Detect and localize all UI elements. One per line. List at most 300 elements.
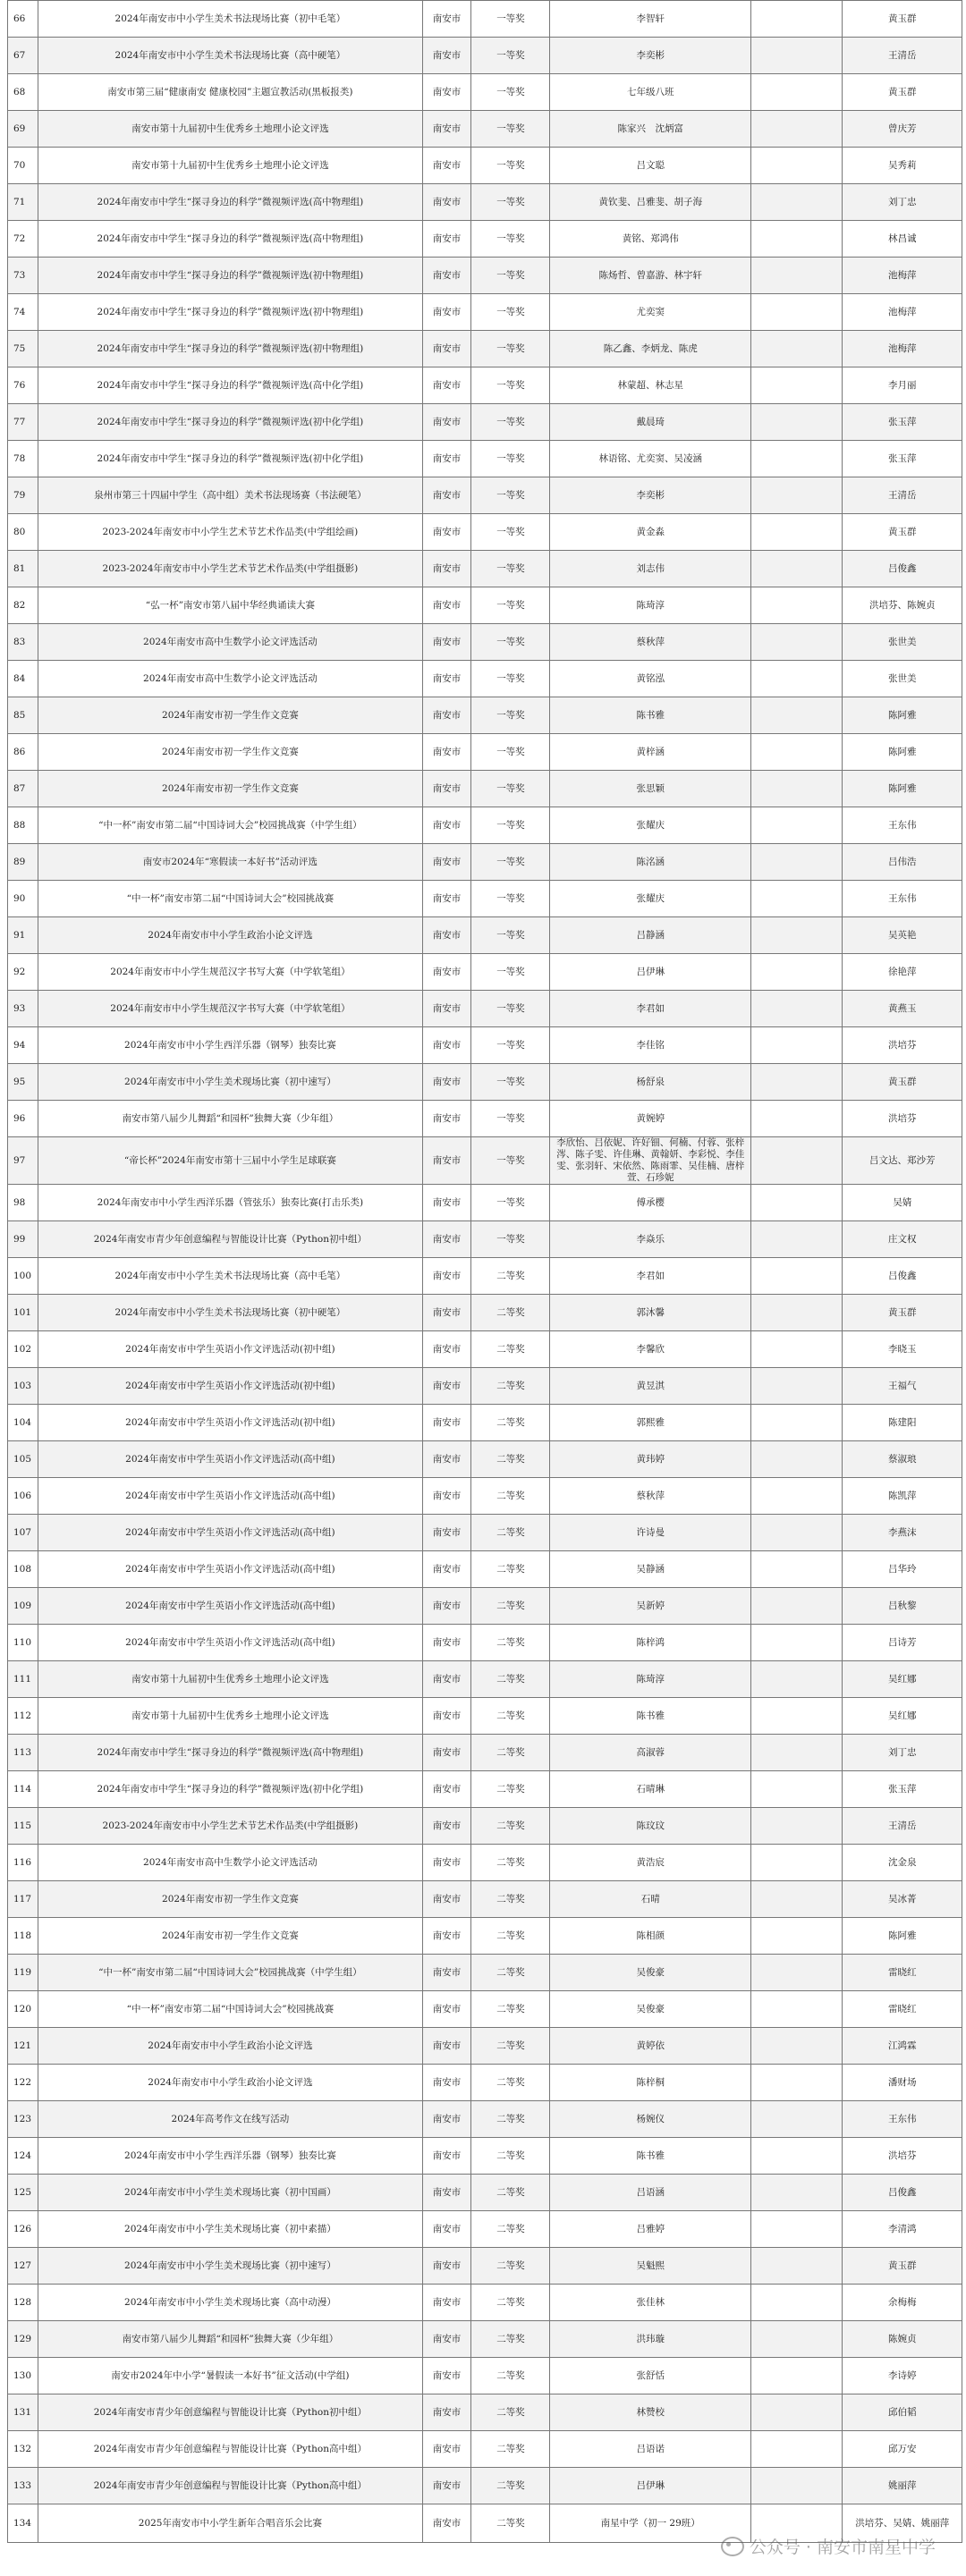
teacher-name-cell: 黄玉群 [843, 2248, 962, 2285]
competition-name-cell: 南安市2024年“寒假读一本好书”活动评选 [38, 844, 422, 881]
prize-level-cell: 二等奖 [471, 2394, 550, 2431]
competition-name-cell: 2024年南安市中小学生政治小论文评选 [38, 917, 422, 954]
teacher-name-cell: 吕俊鑫 [843, 2175, 962, 2211]
student-names-cell: 李奕彬 [550, 477, 751, 514]
row-number-cell: 98 [8, 1185, 38, 1221]
empty-cell [750, 1588, 842, 1625]
empty-cell [750, 1137, 842, 1185]
teacher-name-cell: 王东伟 [843, 2101, 962, 2138]
student-names-cell: 李焱乐 [550, 1221, 751, 1258]
competition-name-cell: 2024年南安市中小学生政治小论文评选 [38, 2065, 422, 2101]
teacher-name-cell: 陈阿雅 [843, 734, 962, 771]
awarding-unit-cell: 南安市 [422, 1258, 471, 1295]
empty-cell [750, 697, 842, 734]
student-names-cell: 尤奕窦 [550, 294, 751, 331]
student-names-cell: 李奕彬 [550, 38, 751, 74]
awarding-unit-cell: 南安市 [422, 184, 471, 221]
competition-name-cell: 2024年南安市中小学生美术书法现场比赛（初中毛笔） [38, 1, 422, 38]
student-names-cell: 蔡秋萍 [550, 1478, 751, 1515]
table-row [8, 2321, 962, 2358]
student-names-cell: 杨舒泉 [550, 1064, 751, 1101]
empty-cell [750, 331, 842, 367]
competition-name-cell: 2024年南安市中学生英语小作文评选活动(高中组) [38, 1441, 422, 1478]
teacher-name-cell: 雷晓红 [843, 1991, 962, 2028]
competition-name-cell: 2024年南安市中学生“探寻身边的科学”微视频评选(初中化学组) [38, 441, 422, 477]
awarding-unit-cell: 南安市 [422, 1185, 471, 1221]
empty-cell [750, 184, 842, 221]
row-number-cell: 71 [8, 184, 38, 221]
awarding-unit-cell: 南安市 [422, 1881, 471, 1918]
row-number-cell: 112 [8, 1698, 38, 1735]
teacher-name-cell: 潘财场 [843, 2065, 962, 2101]
row-number-cell: 107 [8, 1515, 38, 1551]
prize-level-cell: 二等奖 [471, 1735, 550, 1771]
row-number-cell: 116 [8, 1845, 38, 1881]
table-row [8, 1, 962, 38]
teacher-name-cell: 吕俊鑫 [843, 1258, 962, 1295]
teacher-name-cell: 李晓玉 [843, 1331, 962, 1368]
row-number-cell: 119 [8, 1955, 38, 1991]
awarding-unit-cell: 南安市 [422, 1551, 471, 1588]
competition-name-cell: 2024年南安市中学生英语小作文评选活动(初中组) [38, 1331, 422, 1368]
awarding-unit-cell: 南安市 [422, 2394, 471, 2431]
awarding-unit-cell: 南安市 [422, 2175, 471, 2211]
awarding-unit-cell: 南安市 [422, 1331, 471, 1368]
prize-level-cell: 一等奖 [471, 221, 550, 258]
competition-name-cell: 2024年南安市中学生“探寻身边的科学”微视频评选(初中物理组) [38, 258, 422, 294]
competition-name-cell: 2024年南安市青少年创意编程与智能设计比赛（Python高中组） [38, 2468, 422, 2504]
prize-level-cell: 一等奖 [471, 1185, 550, 1221]
competition-name-cell: 2024年南安市中学生“探寻身边的科学”微视频评选(初中物理组) [38, 294, 422, 331]
prize-level-cell: 二等奖 [471, 2138, 550, 2175]
teacher-name-cell: 江鸿霖 [843, 2028, 962, 2065]
prize-level-cell: 二等奖 [471, 2028, 550, 2065]
empty-cell [750, 2285, 842, 2321]
teacher-name-cell: 吕文达、郑沙芳 [843, 1137, 962, 1185]
prize-level-cell: 二等奖 [471, 2285, 550, 2321]
student-names-cell: 张思颖 [550, 771, 751, 807]
awarding-unit-cell: 南安市 [422, 1515, 471, 1551]
row-number-cell: 83 [8, 624, 38, 661]
student-names-cell: 张耀庆 [550, 881, 751, 917]
table-row [8, 148, 962, 184]
prize-level-cell: 一等奖 [471, 881, 550, 917]
empty-cell [750, 624, 842, 661]
prize-level-cell: 一等奖 [471, 74, 550, 111]
student-names-cell: 戴晨琦 [550, 404, 751, 441]
row-number-cell: 123 [8, 2101, 38, 2138]
awarding-unit-cell: 南安市 [422, 1661, 471, 1698]
table-row [8, 661, 962, 697]
row-number-cell: 75 [8, 331, 38, 367]
prize-level-cell: 二等奖 [471, 1368, 550, 1405]
empty-cell [750, 917, 842, 954]
row-number-cell: 108 [8, 1551, 38, 1588]
table-row [8, 1331, 962, 1368]
teacher-name-cell: 黄玉群 [843, 1, 962, 38]
teacher-name-cell: 李月丽 [843, 367, 962, 404]
awarding-unit-cell: 南安市 [422, 1221, 471, 1258]
row-number-cell: 91 [8, 917, 38, 954]
row-number-cell: 114 [8, 1771, 38, 1808]
awarding-unit-cell: 南安市 [422, 2211, 471, 2248]
table-row [8, 1064, 962, 1101]
prize-level-cell: 二等奖 [471, 1441, 550, 1478]
student-names-cell: 陈乙鑫、李炳龙、陈虎 [550, 331, 751, 367]
student-names-cell: 吴俊豪 [550, 1991, 751, 2028]
awarding-unit-cell: 南安市 [422, 74, 471, 111]
row-number-cell: 125 [8, 2175, 38, 2211]
awarding-unit-cell: 南安市 [422, 807, 471, 844]
competition-name-cell: 2024年南安市高中生数学小论文评选活动 [38, 661, 422, 697]
row-number-cell: 67 [8, 38, 38, 74]
teacher-name-cell: 陈建阳 [843, 1405, 962, 1441]
empty-cell [750, 1331, 842, 1368]
table-row [8, 2065, 962, 2101]
awards-table-body [8, 1, 962, 2543]
teacher-name-cell: 吕伟浩 [843, 844, 962, 881]
table-row [8, 1295, 962, 1331]
student-names-cell: 李智轩 [550, 1, 751, 38]
row-number-cell: 115 [8, 1808, 38, 1845]
student-names-cell: 黄铭泓 [550, 661, 751, 697]
table-row [8, 2504, 962, 2543]
prize-level-cell: 二等奖 [471, 1295, 550, 1331]
empty-cell [750, 1101, 842, 1137]
competition-name-cell: 2024年南安市初一学生作文竞赛 [38, 1918, 422, 1955]
student-names-cell: 吴魁熙 [550, 2248, 751, 2285]
table-row [8, 294, 962, 331]
prize-level-cell: 二等奖 [471, 1881, 550, 1918]
prize-level-cell: 一等奖 [471, 111, 550, 148]
teacher-name-cell: 陈凯萍 [843, 1478, 962, 1515]
empty-cell [750, 1515, 842, 1551]
awarding-unit-cell: 南安市 [422, 661, 471, 697]
awarding-unit-cell: 南安市 [422, 2101, 471, 2138]
row-number-cell: 124 [8, 2138, 38, 2175]
teacher-name-cell: 池梅萍 [843, 331, 962, 367]
table-row [8, 1101, 962, 1137]
competition-name-cell: 南安市第八届少儿舞蹈“和园杯”独舞大赛（少年组） [38, 2321, 422, 2358]
teacher-name-cell: 洪培芬 [843, 2138, 962, 2175]
table-row [8, 258, 962, 294]
prize-level-cell: 一等奖 [471, 441, 550, 477]
student-names-cell: 黄钦斐、吕雅斐、胡子海 [550, 184, 751, 221]
teacher-name-cell: 池梅萍 [843, 294, 962, 331]
competition-name-cell: “中一杯”南安市第二届“中国诗词大会”校园挑战赛（中学生组） [38, 807, 422, 844]
row-number-cell: 88 [8, 807, 38, 844]
prize-level-cell: 一等奖 [471, 477, 550, 514]
teacher-name-cell: 陈阿雅 [843, 697, 962, 734]
competition-name-cell: 2024年南安市中学生英语小作文评选活动(初中组) [38, 1368, 422, 1405]
competition-name-cell: 2024年南安市中小学生美术现场比赛（初中素描） [38, 2211, 422, 2248]
awarding-unit-cell: 南安市 [422, 1991, 471, 2028]
row-number-cell: 102 [8, 1331, 38, 1368]
row-number-cell: 127 [8, 2248, 38, 2285]
table-row [8, 1771, 962, 1808]
prize-level-cell: 二等奖 [471, 1331, 550, 1368]
awarding-unit-cell: 南安市 [422, 1918, 471, 1955]
awarding-unit-cell: 南安市 [422, 477, 471, 514]
student-names-cell: 吴新婷 [550, 1588, 751, 1625]
student-names-cell: 陈琦淳 [550, 587, 751, 624]
student-names-cell: 黄玮婷 [550, 1441, 751, 1478]
prize-level-cell: 二等奖 [471, 2065, 550, 2101]
competition-name-cell: 2024年南安市中小学生美术书法现场比赛（初中硬笔） [38, 1295, 422, 1331]
competition-name-cell: 2024年南安市中学生英语小作文评选活动(高中组) [38, 1478, 422, 1515]
student-names-cell: 吴静涵 [550, 1551, 751, 1588]
awarding-unit-cell: 南安市 [422, 2358, 471, 2394]
awarding-unit-cell: 南安市 [422, 1441, 471, 1478]
student-names-cell: 郭熙雅 [550, 1405, 751, 1441]
competition-name-cell: 2024年南安市初一学生作文竞赛 [38, 771, 422, 807]
student-names-cell: 陈洺涵 [550, 844, 751, 881]
awarding-unit-cell: 南安市 [422, 258, 471, 294]
empty-cell [750, 1027, 842, 1064]
competition-name-cell: 2024年南安市中学生“探寻身边的科学”微视频评选(高中化学组) [38, 367, 422, 404]
row-number-cell: 128 [8, 2285, 38, 2321]
awarding-unit-cell: 南安市 [422, 2138, 471, 2175]
competition-name-cell: 2024年南安市中小学生政治小论文评选 [38, 2028, 422, 2065]
table-row [8, 734, 962, 771]
row-number-cell: 120 [8, 1991, 38, 2028]
competition-name-cell: 南安市第八届少儿舞蹈“和园杯”独舞大赛（少年组） [38, 1101, 422, 1137]
table-row [8, 807, 962, 844]
awarding-unit-cell: 南安市 [422, 1955, 471, 1991]
competition-name-cell: “中一杯”南安市第二届“中国诗词大会”校园挑战赛 [38, 1991, 422, 2028]
teacher-name-cell: 王清岳 [843, 38, 962, 74]
student-names-cell: 吴俊豪 [550, 1955, 751, 1991]
student-names-cell: 陈炀哲、曾嘉游、林宇轩 [550, 258, 751, 294]
prize-level-cell: 一等奖 [471, 771, 550, 807]
student-names-cell: 许诗曼 [550, 1515, 751, 1551]
student-names-cell: 林赞校 [550, 2394, 751, 2431]
prize-level-cell: 二等奖 [471, 1515, 550, 1551]
competition-name-cell: 2023-2024年南安市中小学生艺术节艺术作品类(中学组绘画) [38, 514, 422, 551]
student-names-cell: 林蒙超、林志星 [550, 367, 751, 404]
competition-name-cell: 2024年南安市中小学生西洋乐器（管弦乐）独奏比赛(打击乐类) [38, 1185, 422, 1221]
prize-level-cell: 二等奖 [471, 1845, 550, 1881]
student-names-cell: 陈家兴 沈炳富 [550, 111, 751, 148]
teacher-name-cell: 庄文权 [843, 1221, 962, 1258]
competition-name-cell: 南安市第十九届初中生优秀乡土地理小论文评选 [38, 111, 422, 148]
student-names-cell: 张佳林 [550, 2285, 751, 2321]
student-names-cell: 林语铭、尤奕窦、吴凌涵 [550, 441, 751, 477]
competition-name-cell: 2024年南安市中小学生美术现场比赛（初中速写） [38, 1064, 422, 1101]
prize-level-cell: 一等奖 [471, 514, 550, 551]
competition-name-cell: 2024年南安市中学生“探寻身边的科学”微视频评选(初中化学组) [38, 1771, 422, 1808]
teacher-name-cell: 吕华玲 [843, 1551, 962, 1588]
prize-level-cell: 一等奖 [471, 807, 550, 844]
awarding-unit-cell: 南安市 [422, 734, 471, 771]
competition-name-cell: 南安市第三届“健康南安 健康校园”主题宣教活动(黑板报类) [38, 74, 422, 111]
awarding-unit-cell: 南安市 [422, 1, 471, 38]
awarding-unit-cell: 南安市 [422, 1101, 471, 1137]
teacher-name-cell: 陈婉贞 [843, 2321, 962, 2358]
table-row [8, 1991, 962, 2028]
table-row [8, 954, 962, 991]
competition-name-cell: 2024年南安市中小学生美术现场比赛（初中速写） [38, 2248, 422, 2285]
prize-level-cell: 二等奖 [471, 1625, 550, 1661]
teacher-name-cell: 吴冰菁 [843, 1881, 962, 1918]
teacher-name-cell: 陈阿雅 [843, 771, 962, 807]
empty-cell [750, 881, 842, 917]
row-number-cell: 69 [8, 111, 38, 148]
competition-name-cell: 2024年南安市中学生“探寻身边的科学”微视频评选(高中物理组) [38, 184, 422, 221]
empty-cell [750, 367, 842, 404]
empty-cell [750, 1771, 842, 1808]
row-number-cell: 96 [8, 1101, 38, 1137]
empty-cell [750, 2211, 842, 2248]
teacher-name-cell: 徐艳萍 [843, 954, 962, 991]
empty-cell [750, 991, 842, 1027]
table-row [8, 1881, 962, 1918]
table-row [8, 367, 962, 404]
row-number-cell: 121 [8, 2028, 38, 2065]
row-number-cell: 103 [8, 1368, 38, 1405]
prize-level-cell: 一等奖 [471, 844, 550, 881]
student-names-cell: 杨婉仪 [550, 2101, 751, 2138]
row-number-cell: 92 [8, 954, 38, 991]
empty-cell [750, 38, 842, 74]
empty-cell [750, 514, 842, 551]
prize-level-cell: 一等奖 [471, 1, 550, 38]
table-row [8, 917, 962, 954]
competition-name-cell: 南安市第十九届初中生优秀乡土地理小论文评选 [38, 1661, 422, 1698]
competition-name-cell: 2024年南安市青少年创意编程与智能设计比赛（Python初中组） [38, 1221, 422, 1258]
awarding-unit-cell: 南安市 [422, 1137, 471, 1185]
competition-name-cell: 2024年南安市中学生英语小作文评选活动(初中组) [38, 1405, 422, 1441]
competition-name-cell: 2024年南安市初一学生作文竞赛 [38, 697, 422, 734]
prize-level-cell: 二等奖 [471, 1405, 550, 1441]
awarding-unit-cell: 南安市 [422, 1735, 471, 1771]
prize-level-cell: 一等奖 [471, 697, 550, 734]
competition-name-cell: 2024年南安市中小学生西洋乐器（钢琴）独奏比赛 [38, 1027, 422, 1064]
table-row [8, 1625, 962, 1661]
empty-cell [750, 1368, 842, 1405]
student-names-cell: 李佳铭 [550, 1027, 751, 1064]
table-row [8, 1478, 962, 1515]
teacher-name-cell: 池梅萍 [843, 258, 962, 294]
awarding-unit-cell: 南安市 [422, 954, 471, 991]
competition-name-cell: 2024年南安市中学生“探寻身边的科学”微视频评选(高中物理组) [38, 221, 422, 258]
awarding-unit-cell: 南安市 [422, 1405, 471, 1441]
table-row [8, 551, 962, 587]
row-number-cell: 78 [8, 441, 38, 477]
teacher-name-cell: 曾庆芳 [843, 111, 962, 148]
row-number-cell: 106 [8, 1478, 38, 1515]
student-names-cell: 吕文聪 [550, 148, 751, 184]
prize-level-cell: 一等奖 [471, 1064, 550, 1101]
empty-cell [750, 734, 842, 771]
row-number-cell: 81 [8, 551, 38, 587]
empty-cell [750, 1955, 842, 1991]
awarding-unit-cell: 南安市 [422, 1808, 471, 1845]
row-number-cell: 95 [8, 1064, 38, 1101]
awarding-unit-cell: 南安市 [422, 2248, 471, 2285]
empty-cell [750, 771, 842, 807]
competition-name-cell: 2024年南安市中学生英语小作文评选活动(高中组) [38, 1588, 422, 1625]
table-row [8, 441, 962, 477]
empty-cell [750, 1661, 842, 1698]
row-number-cell: 110 [8, 1625, 38, 1661]
student-names-cell: 李君如 [550, 1258, 751, 1295]
student-names-cell: 陈相颜 [550, 1918, 751, 1955]
prize-level-cell: 二等奖 [471, 1588, 550, 1625]
awarding-unit-cell: 南安市 [422, 2321, 471, 2358]
teacher-name-cell: 刘丁忠 [843, 184, 962, 221]
table-row [8, 1698, 962, 1735]
prize-level-cell: 二等奖 [471, 2468, 550, 2504]
table-row [8, 2175, 962, 2211]
empty-cell [750, 1, 842, 38]
competition-name-cell: “帝长杯”2024年南安市第十三届中小学生足球联赛 [38, 1137, 422, 1185]
student-names-cell: 蔡秋萍 [550, 624, 751, 661]
table-row [8, 1137, 962, 1185]
teacher-name-cell: 洪培芬、陈婉贞 [843, 587, 962, 624]
table-row [8, 1027, 962, 1064]
student-names-cell: 陈书雅 [550, 2138, 751, 2175]
awarding-unit-cell: 南安市 [422, 2431, 471, 2468]
teacher-name-cell: 沈金泉 [843, 1845, 962, 1881]
awarding-unit-cell: 南安市 [422, 441, 471, 477]
table-row [8, 1368, 962, 1405]
teacher-name-cell: 李诗婷 [843, 2358, 962, 2394]
student-names-cell: 傅承樱 [550, 1185, 751, 1221]
teacher-name-cell: 张玉萍 [843, 441, 962, 477]
prize-level-cell: 二等奖 [471, 2175, 550, 2211]
empty-cell [750, 2065, 842, 2101]
student-names-cell: 洪玮璇 [550, 2321, 751, 2358]
table-row [8, 74, 962, 111]
competition-name-cell: 2023-2024年南安市中小学生艺术节艺术作品类(中学组摄影) [38, 551, 422, 587]
competition-name-cell: 2024年南安市青少年创意编程与智能设计比赛（Python初中组） [38, 2394, 422, 2431]
empty-cell [750, 1551, 842, 1588]
row-number-cell: 133 [8, 2468, 38, 2504]
table-row [8, 844, 962, 881]
awarding-unit-cell: 南安市 [422, 844, 471, 881]
table-row [8, 331, 962, 367]
student-names-cell: 黄浩宸 [550, 1845, 751, 1881]
student-names-cell: 高淑蓉 [550, 1735, 751, 1771]
row-number-cell: 131 [8, 2394, 38, 2431]
empty-cell [750, 404, 842, 441]
competition-name-cell: 2024年南安市初一学生作文竞赛 [38, 1881, 422, 1918]
awarding-unit-cell: 南安市 [422, 551, 471, 587]
teacher-name-cell: 邱伯韬 [843, 2394, 962, 2431]
teacher-name-cell: 雷晓红 [843, 1955, 962, 1991]
student-names-cell: 黄婉婷 [550, 1101, 751, 1137]
awarding-unit-cell: 南安市 [422, 1295, 471, 1331]
awarding-unit-cell: 南安市 [422, 771, 471, 807]
row-number-cell: 80 [8, 514, 38, 551]
table-row [8, 2248, 962, 2285]
row-number-cell: 117 [8, 1881, 38, 1918]
row-number-cell: 97 [8, 1137, 38, 1185]
row-number-cell: 126 [8, 2211, 38, 2248]
row-number-cell: 86 [8, 734, 38, 771]
row-number-cell: 70 [8, 148, 38, 184]
awarding-unit-cell: 南安市 [422, 1027, 471, 1064]
table-row [8, 184, 962, 221]
teacher-name-cell: 张世美 [843, 624, 962, 661]
row-number-cell: 68 [8, 74, 38, 111]
competition-name-cell: 2024年南安市中学生“探寻身边的科学”微视频评选(高中物理组) [38, 1735, 422, 1771]
prize-level-cell: 二等奖 [471, 1551, 550, 1588]
competition-name-cell: 南安市第十九届初中生优秀乡土地理小论文评选 [38, 148, 422, 184]
prize-level-cell: 二等奖 [471, 1955, 550, 1991]
prize-level-cell: 二等奖 [471, 1478, 550, 1515]
